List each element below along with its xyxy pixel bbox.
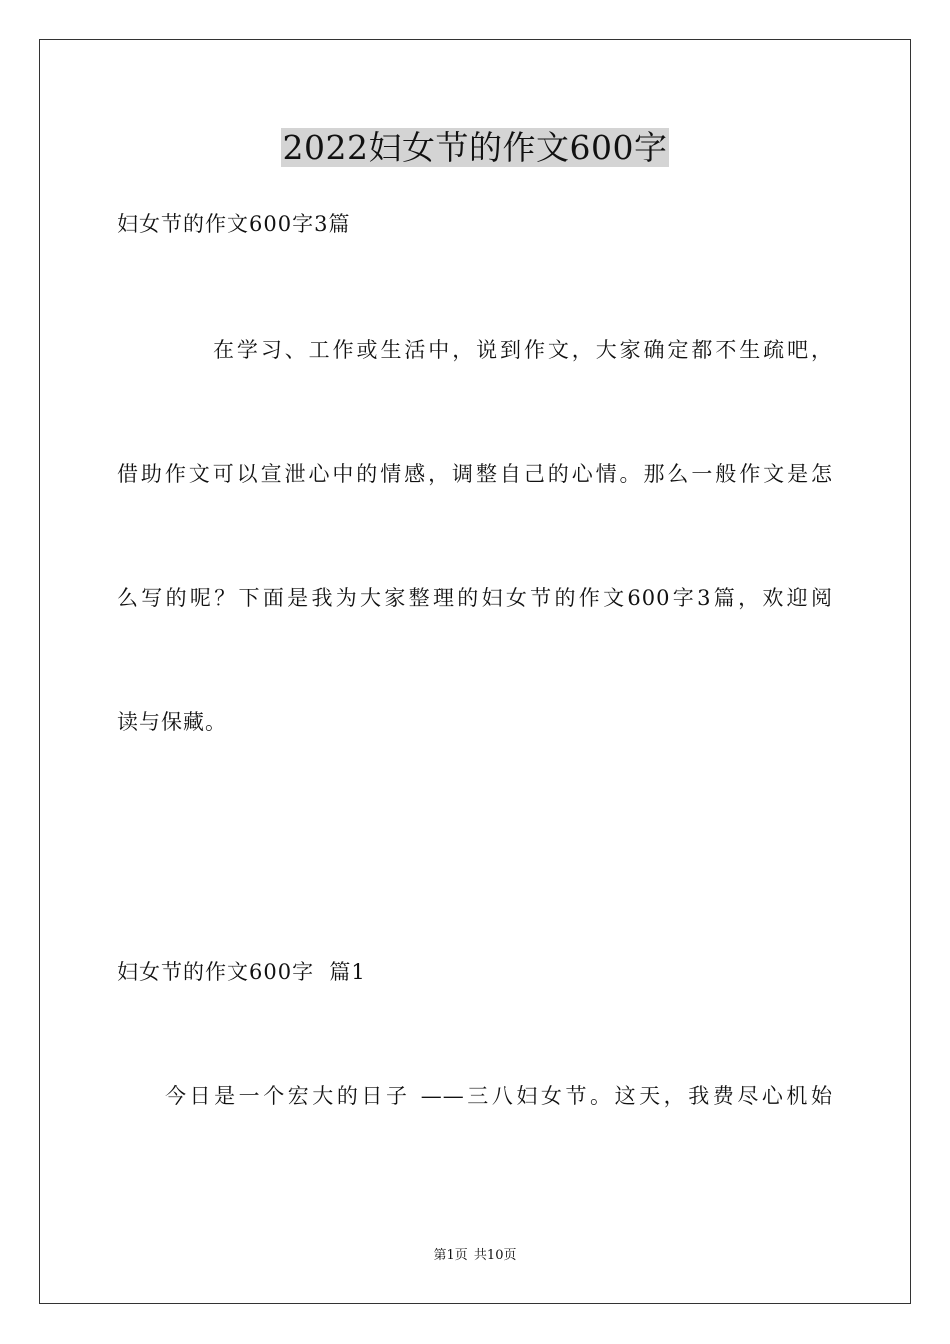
intro-line-4: 读与保藏。: [117, 710, 227, 734]
intro-line-3: 么写的呢？下面是我为大家整理的妇女节的作文600字3篇，欢迎阅: [117, 586, 833, 610]
document-title: [0, 128, 950, 168]
document-subtitle: 妇女节的作文600字3篇: [117, 212, 351, 236]
document-title-text: 2022妇女节的作文600字: [282, 128, 668, 167]
intro-line-2: 借助作文可以宣泄心中的情感，调整自己的心情。那么一般作文是怎: [117, 462, 833, 486]
section-line-1: 今日是一个宏大的日子 ——三八妇女节。这天，我费尽心机始: [165, 1084, 833, 1108]
section-heading: 妇女节的作文600字 篇1: [117, 960, 366, 984]
intro-line-1: 在学习、工作或生活中，说到作文，大家确定都不生疏吧，: [213, 338, 833, 362]
page-number-footer: 第1页 共10页: [433, 1248, 517, 1263]
